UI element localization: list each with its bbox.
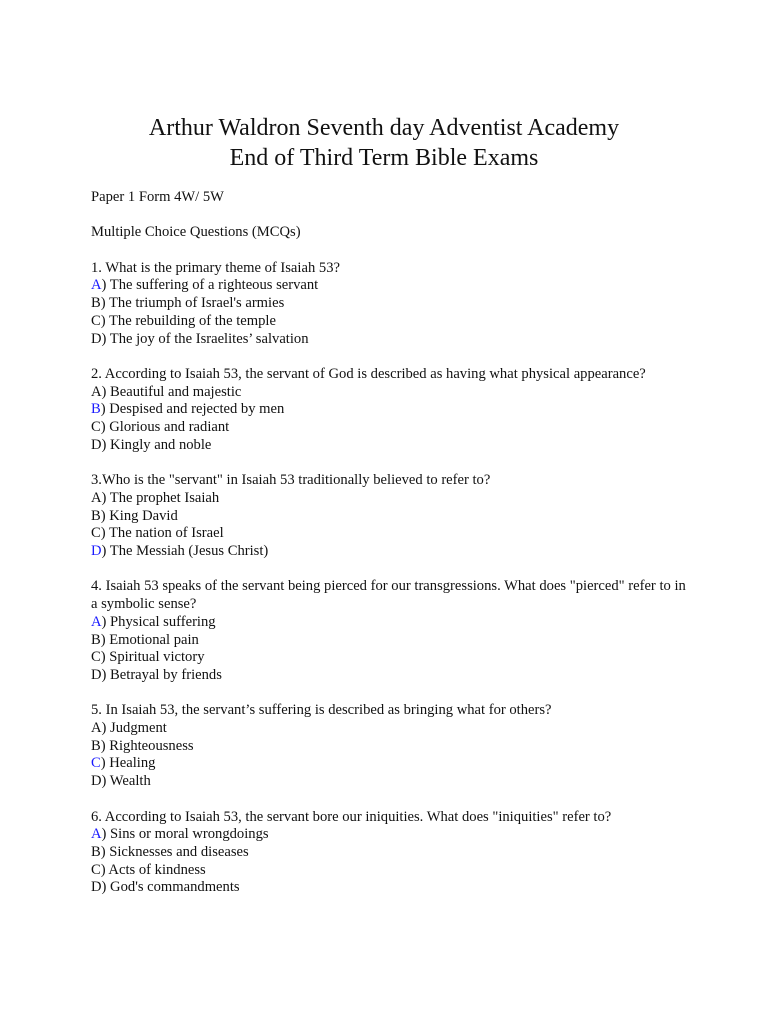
option-text: ) Healing xyxy=(100,755,156,772)
option-letter: A xyxy=(91,826,102,843)
answer-option xyxy=(91,826,691,844)
option-letter: B xyxy=(91,507,101,524)
option-text: ) Sicknesses and diseases xyxy=(100,843,249,860)
option-letter: C xyxy=(91,755,101,772)
option-letter: B xyxy=(91,631,101,648)
answer-option xyxy=(91,437,691,455)
exam-content xyxy=(91,189,691,897)
answer-option xyxy=(91,773,691,791)
answer-option xyxy=(91,490,691,508)
option-letter: D xyxy=(91,879,102,896)
question-text: 4. Isaiah 53 speaks of the servant being pierced for our transgressions. What does "pierced" refer to in a symbolic sense? xyxy=(91,578,686,613)
option-text: ) Kingly and noble xyxy=(101,436,212,453)
paper-info: Paper 1 Form 4W/ 5W xyxy=(91,189,224,205)
option-letter: D xyxy=(91,666,102,683)
option-text: ) Despised and rejected by men xyxy=(100,401,285,418)
section-title: Multiple Choice Questions (MCQs) xyxy=(91,224,301,241)
option-text: ) Physical suffering xyxy=(101,613,216,630)
option-letter: B xyxy=(91,737,101,754)
option-letter: A xyxy=(91,277,102,294)
option-text: ) Beautiful and majestic xyxy=(101,383,242,400)
option-text: ) God's commandments xyxy=(101,879,240,896)
answer-option xyxy=(91,295,691,313)
option-letter: D xyxy=(91,543,102,559)
answer-option xyxy=(91,508,691,526)
answer-option xyxy=(91,331,691,349)
answer-option xyxy=(91,667,691,685)
option-letter: B xyxy=(91,401,101,418)
option-letter: A xyxy=(91,489,102,506)
question-block xyxy=(91,809,691,898)
option-letter: C xyxy=(91,419,101,436)
answer-option xyxy=(91,543,691,561)
answer-option xyxy=(91,879,691,897)
answer-option xyxy=(91,720,691,738)
option-text: ) King David xyxy=(100,507,178,524)
answer-option xyxy=(91,401,691,419)
option-text: ) The nation of Israel xyxy=(100,525,224,542)
answer-option xyxy=(91,649,691,667)
answer-option xyxy=(91,738,691,756)
option-text: ) Wealth xyxy=(101,773,151,790)
answer-option xyxy=(91,862,691,880)
option-text: ) The suffering of a righteous servant xyxy=(101,277,319,294)
answer-option xyxy=(91,419,691,437)
answer-option xyxy=(91,755,691,773)
question-text: 6. According to Isaiah 53, the servant bore our iniquities. What does "iniquities" refer to? xyxy=(91,808,612,825)
option-text: ) The joy of the Israelites’ salvation xyxy=(101,330,309,347)
option-letter: A xyxy=(91,720,102,736)
answer-option xyxy=(91,313,691,331)
option-letter: D xyxy=(91,330,102,347)
option-text: ) Judgment xyxy=(101,720,167,736)
option-text: ) Spiritual victory xyxy=(100,649,205,666)
answer-option xyxy=(91,525,691,543)
question-text: 1. What is the primary theme of Isaiah 53? xyxy=(91,259,340,276)
question-block xyxy=(91,366,691,455)
question-block xyxy=(91,702,691,791)
question-text: 2. According to Isaiah 53, the servant of God is described as having what physical appearance? xyxy=(91,365,646,382)
question-text: 3.Who is the "servant" in Isaiah 53 traditionally believed to refer to? xyxy=(91,472,491,489)
answer-option xyxy=(91,277,691,295)
option-text: ) The prophet Isaiah xyxy=(101,489,220,506)
option-letter: D xyxy=(91,773,102,790)
document-title xyxy=(0,113,768,173)
answer-option xyxy=(91,384,691,402)
option-letter: D xyxy=(91,436,102,453)
option-letter: C xyxy=(91,312,101,329)
question-block xyxy=(91,472,691,561)
question-list xyxy=(91,260,691,897)
answer-option xyxy=(91,632,691,650)
answer-option xyxy=(91,614,691,632)
answer-option xyxy=(91,844,691,862)
option-text: ) Sins or moral wrongdoings xyxy=(101,826,269,843)
option-text: ) The rebuilding of the temple xyxy=(100,312,276,329)
question-block xyxy=(91,578,691,684)
option-text: ) The triumph of Israel's armies xyxy=(100,295,285,312)
option-text: ) Acts of kindness xyxy=(100,861,206,878)
option-letter: A xyxy=(91,383,102,400)
option-letter: A xyxy=(91,613,102,630)
option-letter: B xyxy=(91,295,101,312)
option-text: ) Betrayal by friends xyxy=(101,666,222,683)
option-letter: B xyxy=(91,843,101,860)
school-name: Arthur Waldron Seventh day Adventist Academy xyxy=(148,115,620,141)
option-text: ) The Messiah (Jesus Christ) xyxy=(101,543,269,559)
question-block xyxy=(91,260,691,349)
question-text: 5. In Isaiah 53, the servant’s suffering is described as bringing what for others? xyxy=(91,702,552,719)
option-text: ) Emotional pain xyxy=(100,631,199,648)
option-letter: C xyxy=(91,525,101,542)
exam-title: End of Third Term Bible Exams xyxy=(229,145,539,171)
option-text: ) Glorious and radiant xyxy=(100,419,230,436)
option-text: ) Righteousness xyxy=(100,737,194,754)
option-letter: C xyxy=(91,649,101,666)
option-letter: C xyxy=(91,861,101,878)
